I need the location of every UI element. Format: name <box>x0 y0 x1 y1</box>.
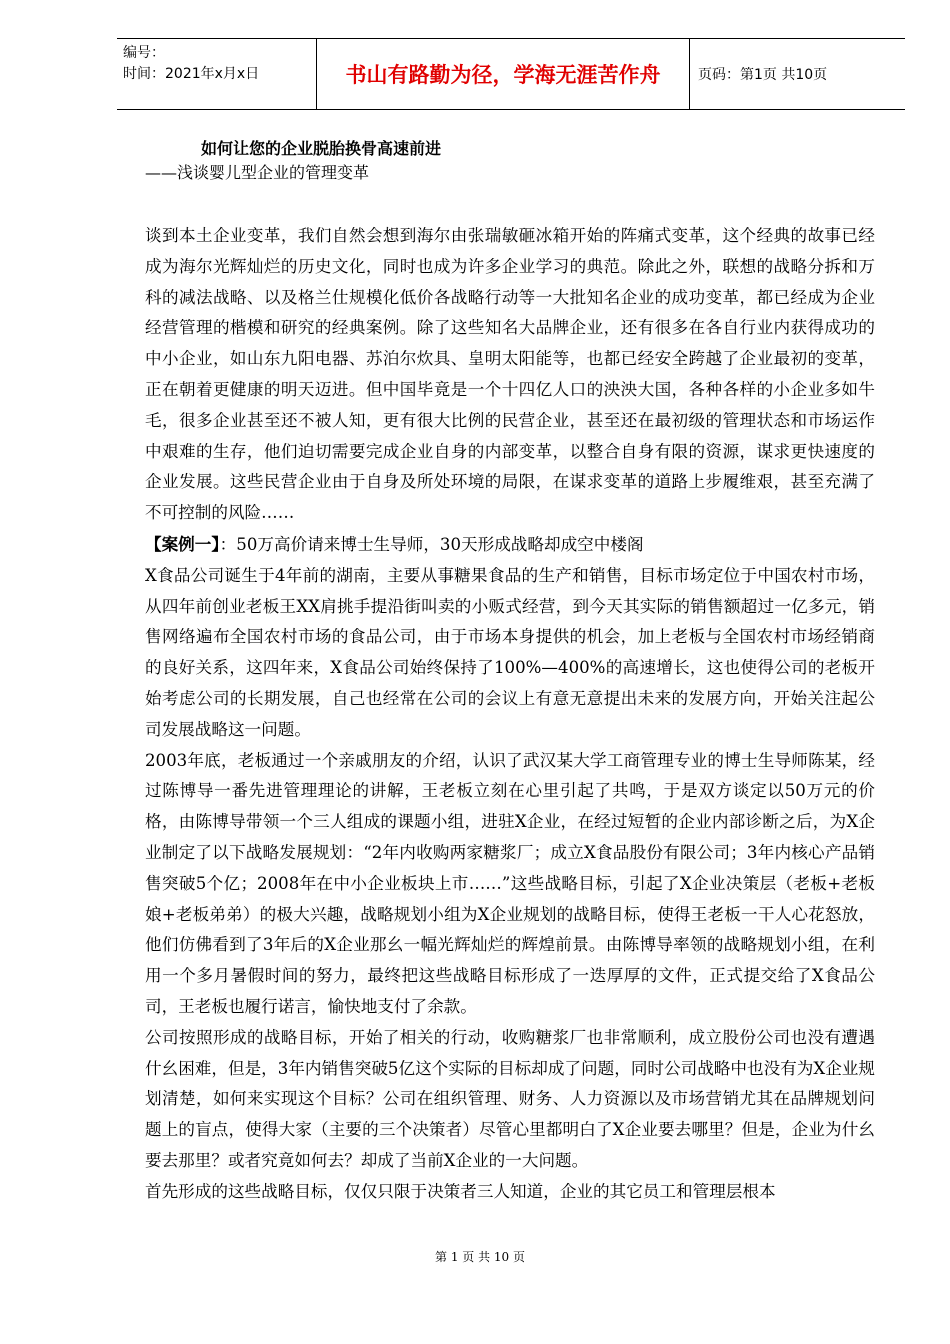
page-footer: 第 1 页 共 10 页 <box>435 1250 525 1264</box>
case-paragraph: X食品公司诞生于4年前的湖南，主要从事糖果食品的生产和销售，目标市场定位于中国农村市场，从四年前创业老板王XX肩挑手提沿街叫卖的小贩式经营，到今天其实际的销售额超过一亿多元，销售网络遍布全国农村市场的食品公司，由于市场本身提供的机会，加上老板与全国农村市场经销商的良好关系，这四年来，X食品公司始终保持了100%—400%的高速增长，这也使得公司的老板开始考虑公司的长期发展，自己也经常在公司的会议上有意无意提出未来的发展方向，开始关注起公司发展战略这一问题。 <box>145 565 875 739</box>
case-paragraph: 首先形成的这些战略目标，仅仅只限于决策者三人知道，企业的其它员工和管理层根本 <box>145 1181 776 1201</box>
article-subtitle: ——浅谈婴儿型企业的管理变革 <box>145 163 370 182</box>
document-number-label: 编号： <box>123 45 165 61</box>
case-paragraph: 2003年底，老板通过一个亲戚朋友的介绍，认识了武汉某大学工商管理专业的博士生导师陈某，经过陈博导一番先进管理理论的讲解，王老板立刻在心里引起了共鸣，于是双方谈定以50万元的价格，由陈博导带领一个三人组成的课题小组，进驻X企业，在经过短暂的企业内部诊断之后，为X企业制定了以下战略发展规划：“2年内收购两家糖浆厂；成立X食品股份有限公司；3年内核心产品销售突破5个亿；2008年在中小企业板块上市……”这些战略目标，引起了X企业决策层（老板+老板娘+老板弟弟）的极大兴趣，战略规划小组为X企业规划的战略目标，使得王老板一干人心花怒放，他们仿佛看到了3年后的X企业那幺一幅光辉灿烂的辉煌前景。由陈博导率领的战略规划小组，在利用一个多月暑假时间的努力，最终把这些战略目标形成了一迭厚厚的文件，正式提交给了X食品公司，王老板也履行诺言，愉快地支付了余款。 <box>145 750 875 1016</box>
article-body <box>145 221 875 1208</box>
document-time-label: 时间：2021年x月x日 <box>123 66 260 82</box>
header-page-info: 页码：第1页 共10页 <box>698 67 828 83</box>
header-motto-cell <box>316 39 690 109</box>
case-paragraph: 公司按照形成的战略目标，开始了相关的行动，收购糖浆厂也非常顺利，成立股份公司也没有遭遇什幺困难，但是，3年内销售突破5亿这个实际的目标却成了问题，同时公司战略中也没有为X企业规划清楚，如何来实现这个目标？公司在组织管理、财务、人力资源以及市场营销尤其在品牌规划问题上的盲点，使得大家（主要的三个决策者）尽管心里都明白了X企业要去哪里？但是，企业为什幺要去那里？或者究竟如何去？却成了当前X企业的一大问题。 <box>145 1027 875 1170</box>
case-heading <box>145 529 875 561</box>
header-meta <box>117 39 316 109</box>
case-title: ：50万高价请来博士生导师，30天形成战略却成空中楼阁 <box>219 534 644 554</box>
case-label: 【案例一】 <box>145 533 220 554</box>
intro-paragraph: 谈到本土企业变革，我们自然会想到海尔由张瑞敏砸冰箱开始的阵痛式变革，这个经典的故事已经成为海尔光辉灿烂的历史文化，同时也成为许多企业学习的典范。除此之外，联想的战略分拆和万科的减法战略、以及格兰仕规模化低价各战略行动等一大批知名企业的成功变革，都已经成为企业经营管理的楷模和研究的经典案例。除了这些知名大品牌企业，还有很多在各自行业内获得成功的中小企业，如山东九阳电器、苏泊尔炊具、皇明太阳能等，也都已经安全跨越了企业最初的变革，正在朝着更健康的明天迈进。但中国毕竟是一个十四亿人口的泱泱大国，各种各样的小企业多如牛毛，很多企业甚至还不被人知，更有很大比例的民营企业，甚至还在最初级的管理状态和市场运作中艰难的生存，他们迫切需要完成企业自身的内部变革，以整合自身有限的资源，谋求更快速度的企业发展。这些民营企业由于自身及所处环境的局限，在谋求变革的道路上步履维艰，甚至充满了不可控制的风险…… <box>145 226 875 523</box>
article-title: 如何让您的企业脱胎换骨高速前进 <box>201 139 442 158</box>
page-header <box>117 38 905 110</box>
header-motto: 书山有路勤为径，学海无涯苦作舟 <box>345 63 661 87</box>
